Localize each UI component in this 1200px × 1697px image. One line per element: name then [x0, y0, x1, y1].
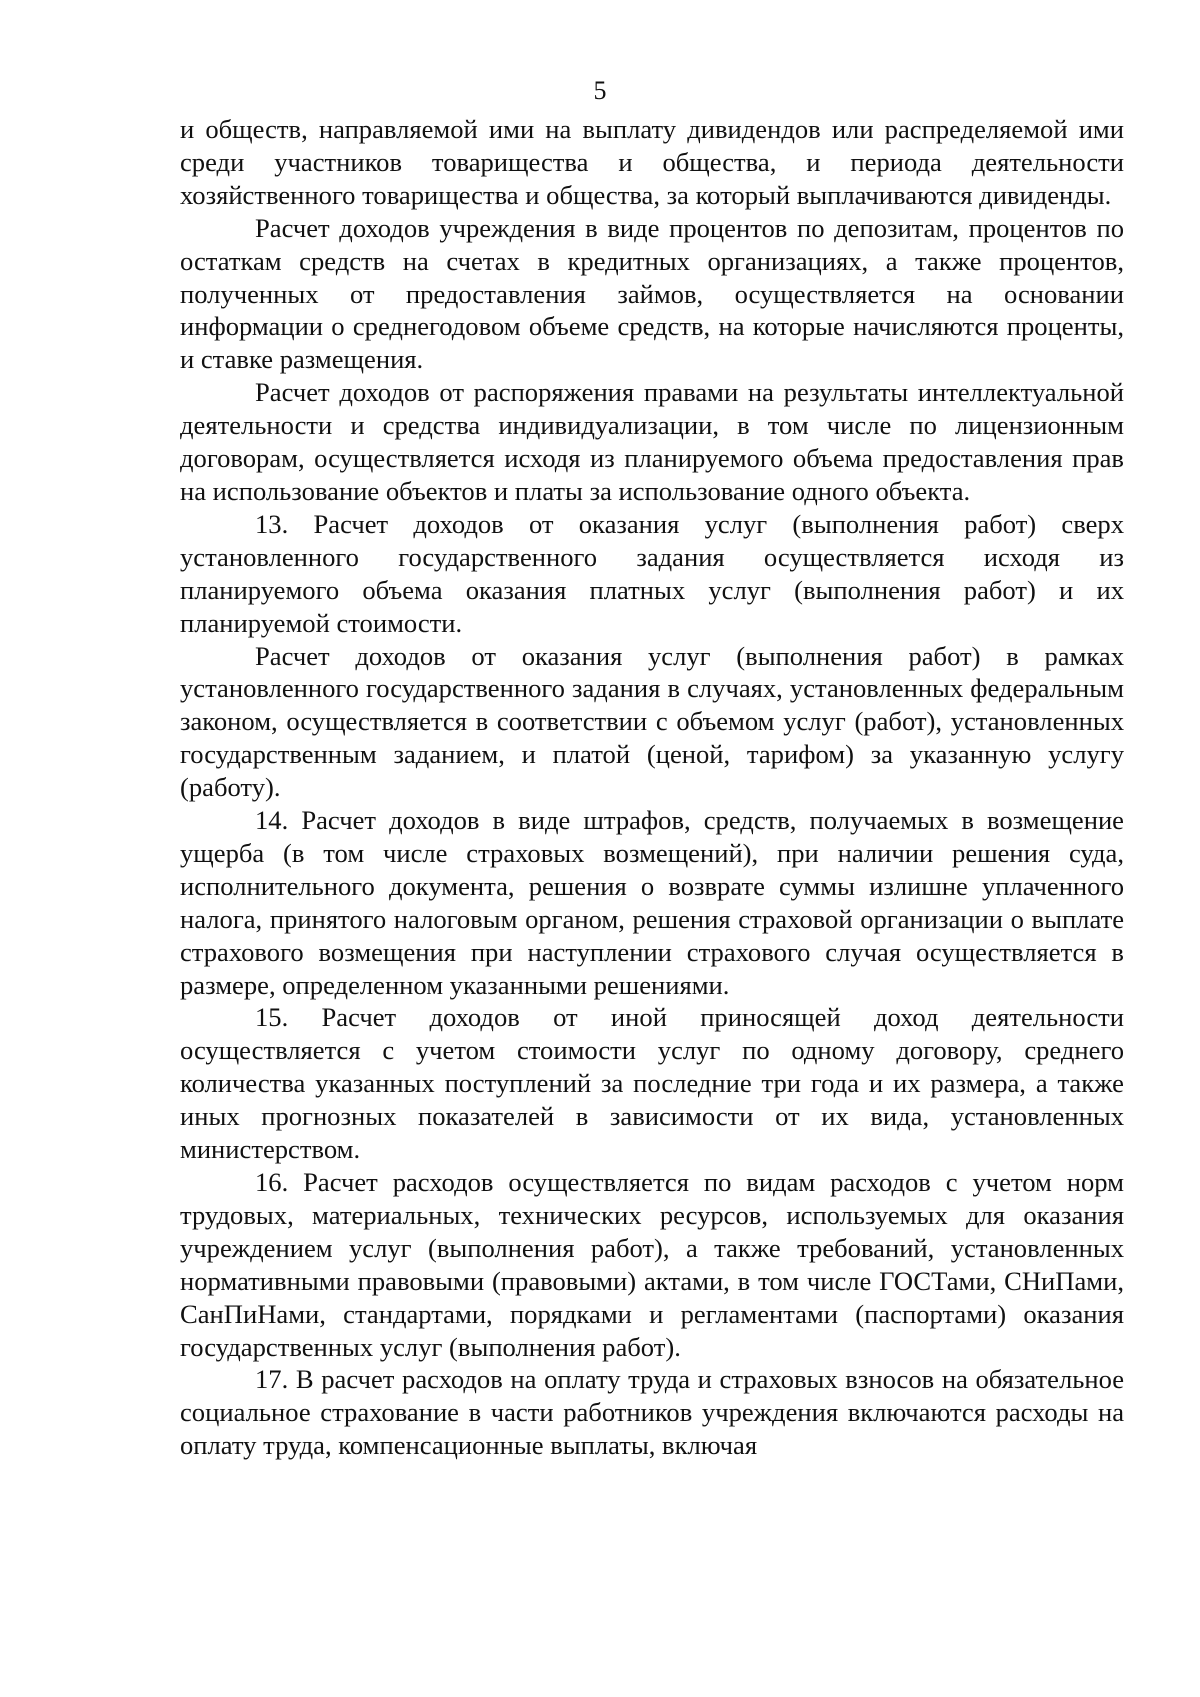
paragraph-item-16: 16. Расчет расходов осуществляется по видам расходов с учетом норм трудовых, материальных, технических ресурсов, используемых для оказания учреждением услуг (выполнения работ), а также требований, установленных нормативными правовыми (правовыми) актами, в том числе ГОСТами, СНиПами, СанПиНами, стандартами, порядками и регламентами (паспортами) оказания государственных услуг (выполнения работ). — [180, 1167, 1124, 1362]
page-number: 5 — [593, 76, 607, 105]
paragraph-item-17: 17. В расчет расходов на оплату труда и страховых взносов на обязательное социальное страхование в части работников учреждения включаются расходы на оплату труда, компенсационные выплаты, включая — [180, 1364, 1124, 1461]
paragraph-dividends-continuation: и обществ, направляемой ими на выплату дивидендов или распределяемой ими среди участников товарищества и общества, и периода деятельности хозяйственного товарищества и общества, за который выплачиваются дивиденды. — [180, 114, 1124, 210]
paragraph-item-14: 14. Расчет доходов в виде штрафов, средств, получаемых в возмещение ущерба (в том числе страховых возмещений), при наличии решения суда, исполнительного документа, решения о возврате суммы излишне уплаченного налога, принятого налоговым органом, решения страховой организации о выплате страхового возмещения при наступлении страхового случая осуществляется в размере, определенном указанными решениями. — [180, 805, 1124, 1000]
paragraph-interest-income: Расчет доходов учреждения в виде процентов по депозитам, процентов по остаткам средств на счетах в кредитных организациях, а также процентов, полученных от предоставления займов, осуществляется на основании информации о среднегодовом объеме средств, на которые начисляются проценты, и ставке размещения. — [180, 212, 1124, 375]
paragraph-item-15: 15. Расчет доходов от иной приносящей доход деятельности осуществляется с учетом стоимости услуг по одному договору, среднего количества указанных поступлений за последние три года и их размера, а также иных прогнозных показателей в зависимости от их вида, установленных министерством. — [180, 1002, 1124, 1165]
paragraph-state-assignment-income: Расчет доходов от оказания услуг (выполнения работ) в рамках установленного государственного задания в случаях, установленных федеральным законом, осуществляется в соответствии с объемом услуг (работ), установленных государственным заданием, и платой (ценой, тарифом) за указанную услугу (работу). — [180, 640, 1124, 803]
document-body — [180, 113, 1124, 1462]
paragraph-intellectual-property-income: Расчет доходов от распоряжения правами на результаты интеллектуальной деятельности и средства индивидуализации, в том числе по лицензионным договорам, осуществляется исходя из планируемого объема предоставления прав на использование объектов и платы за использование одного объекта. — [180, 377, 1124, 506]
paragraph-item-13: 13. Расчет доходов от оказания услуг (выполнения работ) сверх установленного государственного задания осуществляется исходя из планируемого объема оказания платных услуг (выполнения работ) и их планируемой стоимости. — [180, 508, 1124, 638]
